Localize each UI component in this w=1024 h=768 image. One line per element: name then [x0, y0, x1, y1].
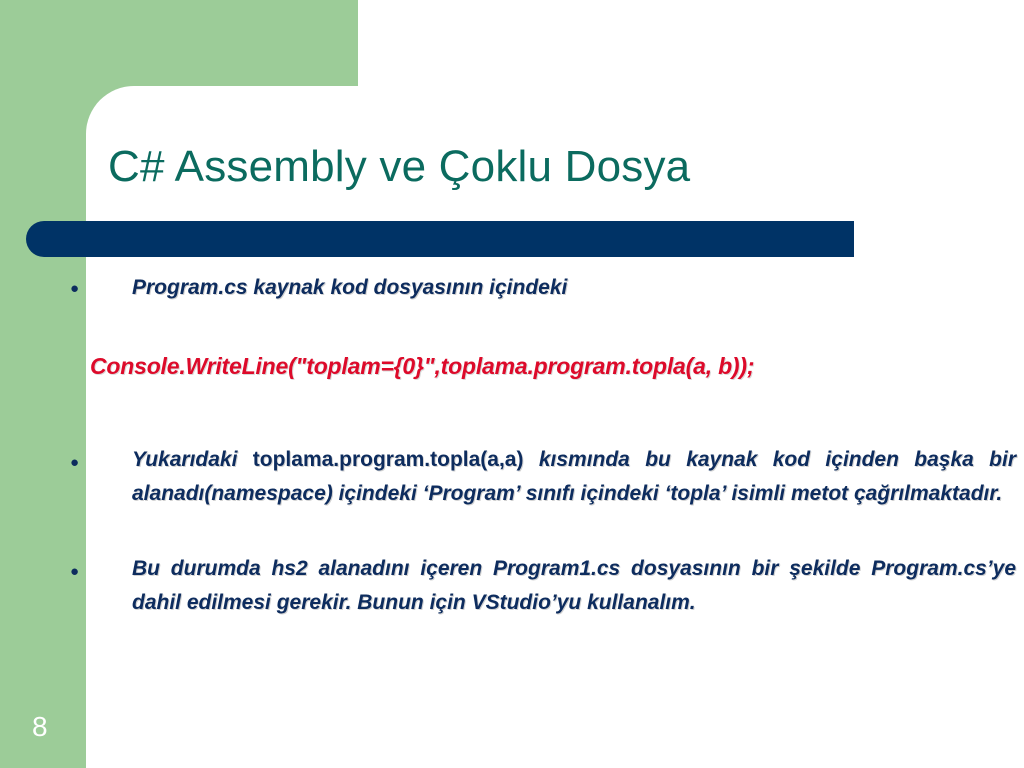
slide-title: C# Assembly ve Çoklu Dosya	[108, 142, 691, 191]
bullet-text-2-code: toplama.program.topla(a,a)	[252, 448, 524, 471]
bullet-marker-1: ●	[70, 280, 80, 297]
title-underline-bar	[26, 221, 854, 257]
code-line: Console.WriteLine("toplam={0}",toplama.program.topla(a, b));	[90, 353, 755, 379]
bullet-marker-3: ●	[70, 563, 80, 580]
bullet-marker-2: ●	[70, 454, 80, 471]
bullet-text-1: Program.cs kaynak kod dosyasının içindeki	[132, 276, 568, 299]
bullet-text-3: Bu durumda hs2 alanadını içeren Program1.cs dosyasının bir şekilde Program.cs’ye dahil edilmesi gerekir. Bunun için VStudio’yu kullanalım.	[132, 557, 1016, 614]
bullet-text-2-pre: Yukarıdaki	[132, 448, 253, 471]
bullet-text-2-post: kısmında bu kaynak kod içinden başka bir alanadı(namespace) içindeki ‘Program’ sınıfı içindeki ‘topla’ isimli metot çağrılmaktadır.	[132, 448, 1016, 505]
bullet-text-2	[132, 443, 1016, 511]
page-number: 8	[32, 711, 48, 742]
